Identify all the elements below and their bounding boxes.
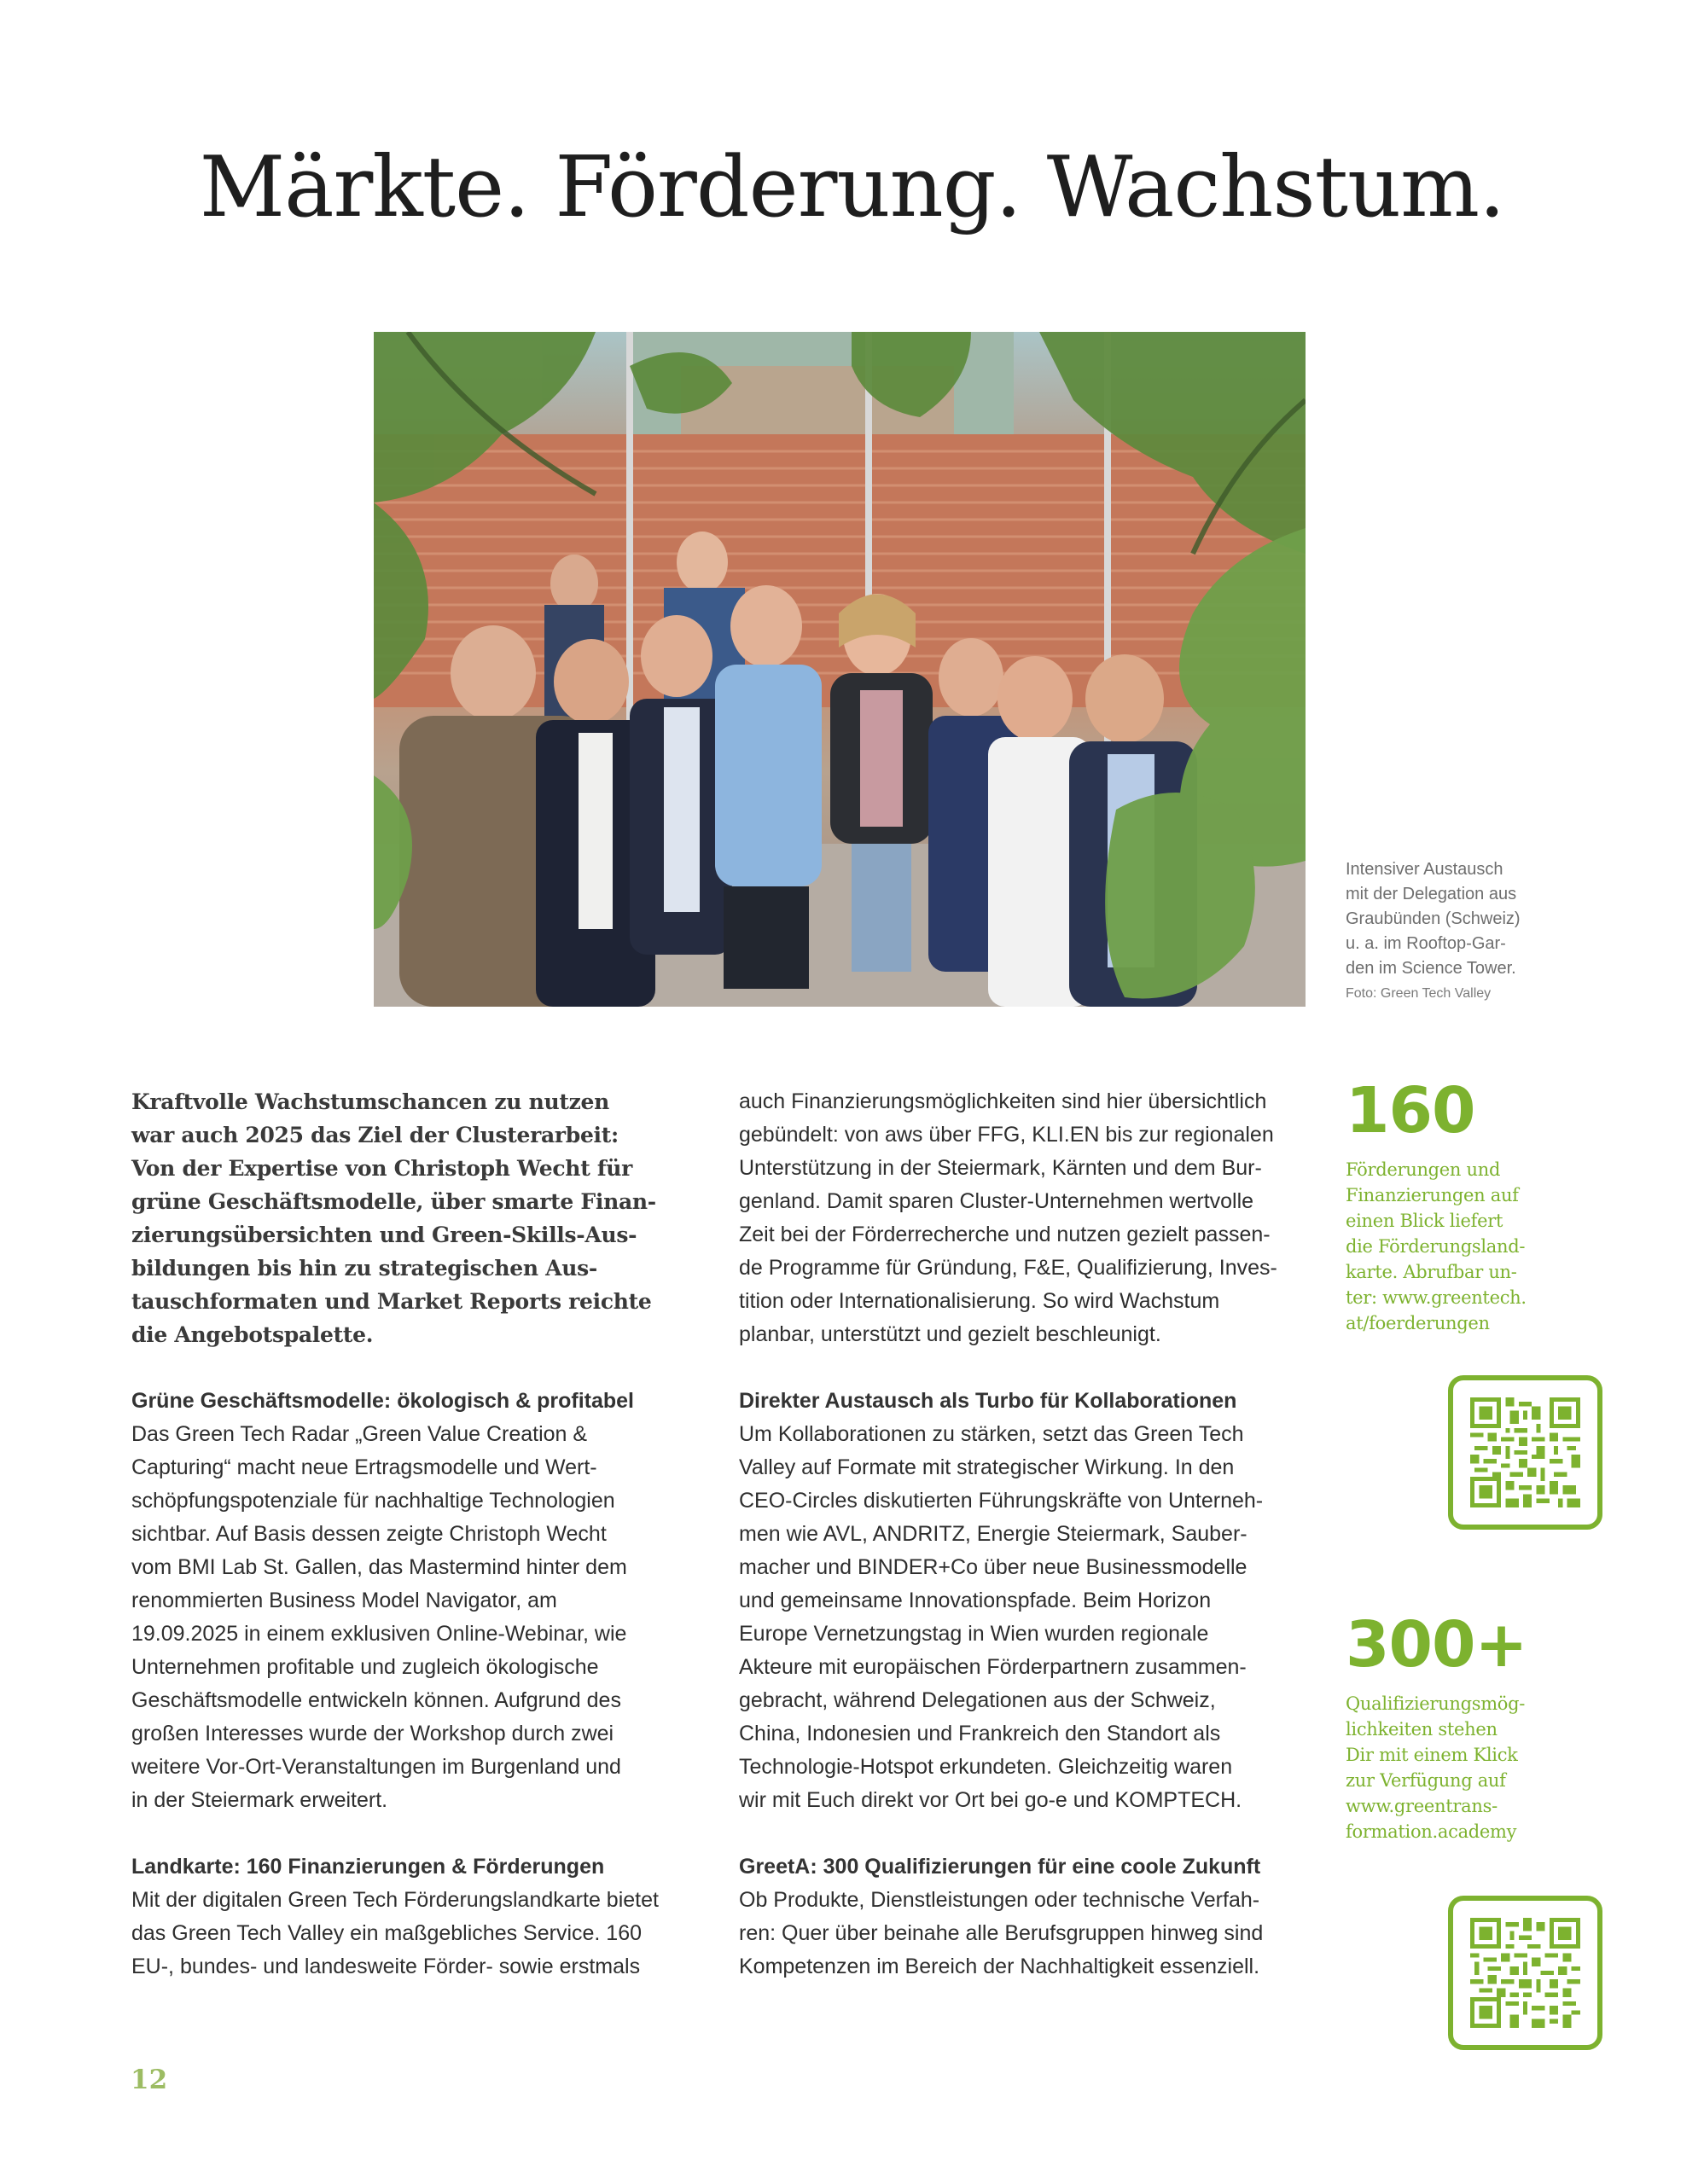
body-line: großen Interesses wurde der Workshop durch zwei — [131, 1722, 614, 1745]
body-line: Zeit bei der Förderrecherche und nutzen gezielt passen- — [739, 1223, 1271, 1246]
stat-line: www.greentrans- — [1346, 1796, 1498, 1816]
caption-line: den im Science Tower. — [1346, 959, 1516, 978]
stat-line: Dir mit einem Klick — [1346, 1745, 1518, 1765]
body-line: men wie AVL, ANDRITZ, Energie Steiermark, Sauber- — [739, 1522, 1247, 1546]
stat-funding — [1346, 1074, 1585, 1336]
stat-line: einen Blick liefert — [1346, 1211, 1503, 1231]
body-line: sichtbar. Auf Basis dessen zeigte Christoph Wecht — [131, 1522, 607, 1546]
body-line: renommierten Business Model Navigator, am — [131, 1589, 557, 1612]
lead-line: die Angebotspalette. — [131, 1322, 374, 1347]
section-heading: Grüne Geschäftsmodelle: ökologisch & profitabel — [131, 1389, 634, 1413]
caption-line: u. a. im Rooftop-Gar- — [1346, 934, 1506, 953]
group-photo-illustration — [374, 332, 1306, 1007]
body-line: Geschäftsmodelle entwickeln können. Aufgrund des — [131, 1688, 621, 1712]
body-line: tition oder Internationalisierung. So wird Wachstum — [739, 1289, 1220, 1313]
qr-code-academy[interactable] — [1448, 1896, 1602, 2050]
body-line: Kompetenzen im Bereich der Nachhaltigkeit essenziell. — [739, 1955, 1260, 1978]
body-line: EU-, bundes- und landesweite Förder- sowie erstmals — [131, 1955, 641, 1978]
body-line: gebündelt: von aws über FFG, KLI.EN bis zur regionalen — [739, 1123, 1274, 1147]
body-line: und gemeinsame Innovationspfade. Beim Horizon — [739, 1589, 1212, 1612]
body-line: China, Indonesien und Frankreich den Standort als — [739, 1722, 1221, 1745]
page-number: 12 — [131, 2065, 168, 2095]
body-line: das Green Tech Valley ein maßgebliches Service. 160 — [131, 1921, 643, 1945]
page-title: Märkte. Förderung. Wachstum. — [199, 139, 1505, 236]
stat-line: Qualifizierungsmög- — [1346, 1693, 1526, 1714]
body-line: schöpfungspotenziale für nachhaltige Technologien — [131, 1489, 615, 1513]
stat-line: lichkeiten stehen — [1346, 1719, 1498, 1740]
qr-code-icon — [1470, 1918, 1580, 2028]
body-line: 19.09.2025 in einem exklusiven Online-Webinar, wie — [131, 1622, 627, 1646]
body-line: Capturing“ macht neue Ertragsmodelle und Wert- — [131, 1455, 597, 1479]
lead-line: Von der Expertise von Christoph Wecht für — [131, 1156, 633, 1181]
body-line: Unterstützung in der Steiermark, Kärnten und dem Bur- — [739, 1156, 1262, 1180]
caption-line: Graubünden (Schweiz) — [1346, 909, 1521, 928]
stat-number: 160 — [1346, 1074, 1475, 1147]
body-line: Valley auf Formate mit strategischer Wirkung. In den — [739, 1455, 1235, 1479]
stat-description — [1346, 1157, 1585, 1336]
body-line: Technologie-Hotspot erkundeten. Gleichzeitig waren — [739, 1755, 1233, 1779]
stat-line: zur Verfügung auf — [1346, 1770, 1506, 1791]
section-funding-map — [131, 1850, 712, 1984]
stat-line: karte. Abrufbar un- — [1346, 1262, 1517, 1282]
body-line: ren: Quer über beinahe alle Berufsgruppen hinweg sind — [739, 1921, 1264, 1945]
body-line: Akteure mit europäischen Förderpartnern zusammen- — [739, 1655, 1247, 1679]
stat-line: Förderungen und — [1346, 1159, 1501, 1180]
body-line: gebracht, während Delegationen aus der Schweiz, — [739, 1688, 1216, 1712]
caption-line: mit der Delegation aus — [1346, 885, 1517, 903]
stat-qualifications — [1346, 1608, 1585, 1844]
body-line: planbar, unterstützt und gezielt beschleunigt. — [739, 1322, 1161, 1346]
stat-line: formation.academy — [1346, 1821, 1517, 1842]
body-line: macher und BINDER+Co über neue Businessmodelle — [739, 1555, 1247, 1579]
article-column-2 — [739, 1085, 1319, 1984]
section-green-business-models — [131, 1385, 712, 1817]
body-line: Um Kollaborationen zu stärken, setzt das Green Tech — [739, 1422, 1244, 1446]
caption-line: Intensiver Austausch — [1346, 860, 1503, 879]
photo-credit: Foto: Green Tech Valley — [1346, 986, 1492, 1001]
body-line: genland. Damit sparen Cluster-Unternehmen wertvolle — [739, 1189, 1254, 1213]
body-line: Ob Produkte, Dienstleistungen oder technische Verfah- — [739, 1888, 1260, 1912]
photo-caption — [1346, 857, 1550, 1003]
body-line: Unternehmen profitable und zugleich ökologische — [131, 1655, 599, 1679]
body-line: weitere Vor-Ort-Veranstaltungen im Burgenland und — [131, 1755, 621, 1779]
qr-code-funding[interactable] — [1448, 1375, 1602, 1530]
article-column-1 — [131, 1085, 712, 1984]
section-funding-map-continued — [739, 1085, 1319, 1351]
section-heading: Landkarte: 160 Finanzierungen & Förderungen — [131, 1855, 605, 1879]
body-line: auch Finanzierungsmöglichkeiten sind hier übersichtlich — [739, 1089, 1267, 1113]
lead-line: zierungsübersichten und Green-Skills-Aus- — [131, 1223, 637, 1247]
stat-description — [1346, 1691, 1585, 1844]
body-line: Das Green Tech Radar „Green Value Creation & — [131, 1422, 588, 1446]
lead-line: war auch 2025 das Ziel der Clusterarbeit: — [131, 1123, 619, 1147]
lead-line: grüne Geschäftsmodelle, über smarte Finan- — [131, 1189, 656, 1214]
body-line: Europe Vernetzungstag in Wien wurden regionale — [739, 1622, 1209, 1646]
body-line: de Programme für Gründung, F&E, Qualifizierung, Inves- — [739, 1256, 1277, 1280]
body-line: CEO-Circles diskutierten Führungskräfte von Unterneh- — [739, 1489, 1264, 1513]
section-heading: Direkter Austausch als Turbo für Kollaborationen — [739, 1389, 1237, 1413]
section-heading: GreetA: 300 Qualifizierungen für eine coole Zukunft — [739, 1855, 1261, 1879]
group-photo — [374, 332, 1306, 1007]
body-line: wir mit Euch direkt vor Ort bei go-e und KOMPTECH. — [739, 1788, 1242, 1812]
body-line: in der Steiermark erweitert. — [131, 1788, 388, 1812]
body-line: Mit der digitalen Green Tech Förderungslandkarte bietet — [131, 1888, 659, 1912]
lead-line: bildungen bis hin zu strategischen Aus- — [131, 1256, 597, 1281]
stat-number: 300+ — [1346, 1608, 1527, 1682]
stat-line: Finanzierungen auf — [1346, 1185, 1519, 1205]
lead-line: tauschformaten und Market Reports reichte — [131, 1289, 652, 1314]
body-line: vom BMI Lab St. Gallen, das Mastermind hinter dem — [131, 1555, 627, 1579]
stat-line: at/foerderungen — [1346, 1313, 1490, 1333]
lead-line: Kraftvolle Wachstumschancen zu nutzen — [131, 1089, 609, 1114]
section-direct-exchange — [739, 1385, 1319, 1817]
qr-code-icon — [1470, 1397, 1580, 1507]
stat-line: die Förderungsland- — [1346, 1236, 1526, 1257]
section-greeta — [739, 1850, 1319, 1984]
stat-line: ter: www.greentech. — [1346, 1287, 1527, 1308]
lead-paragraph — [131, 1085, 712, 1351]
